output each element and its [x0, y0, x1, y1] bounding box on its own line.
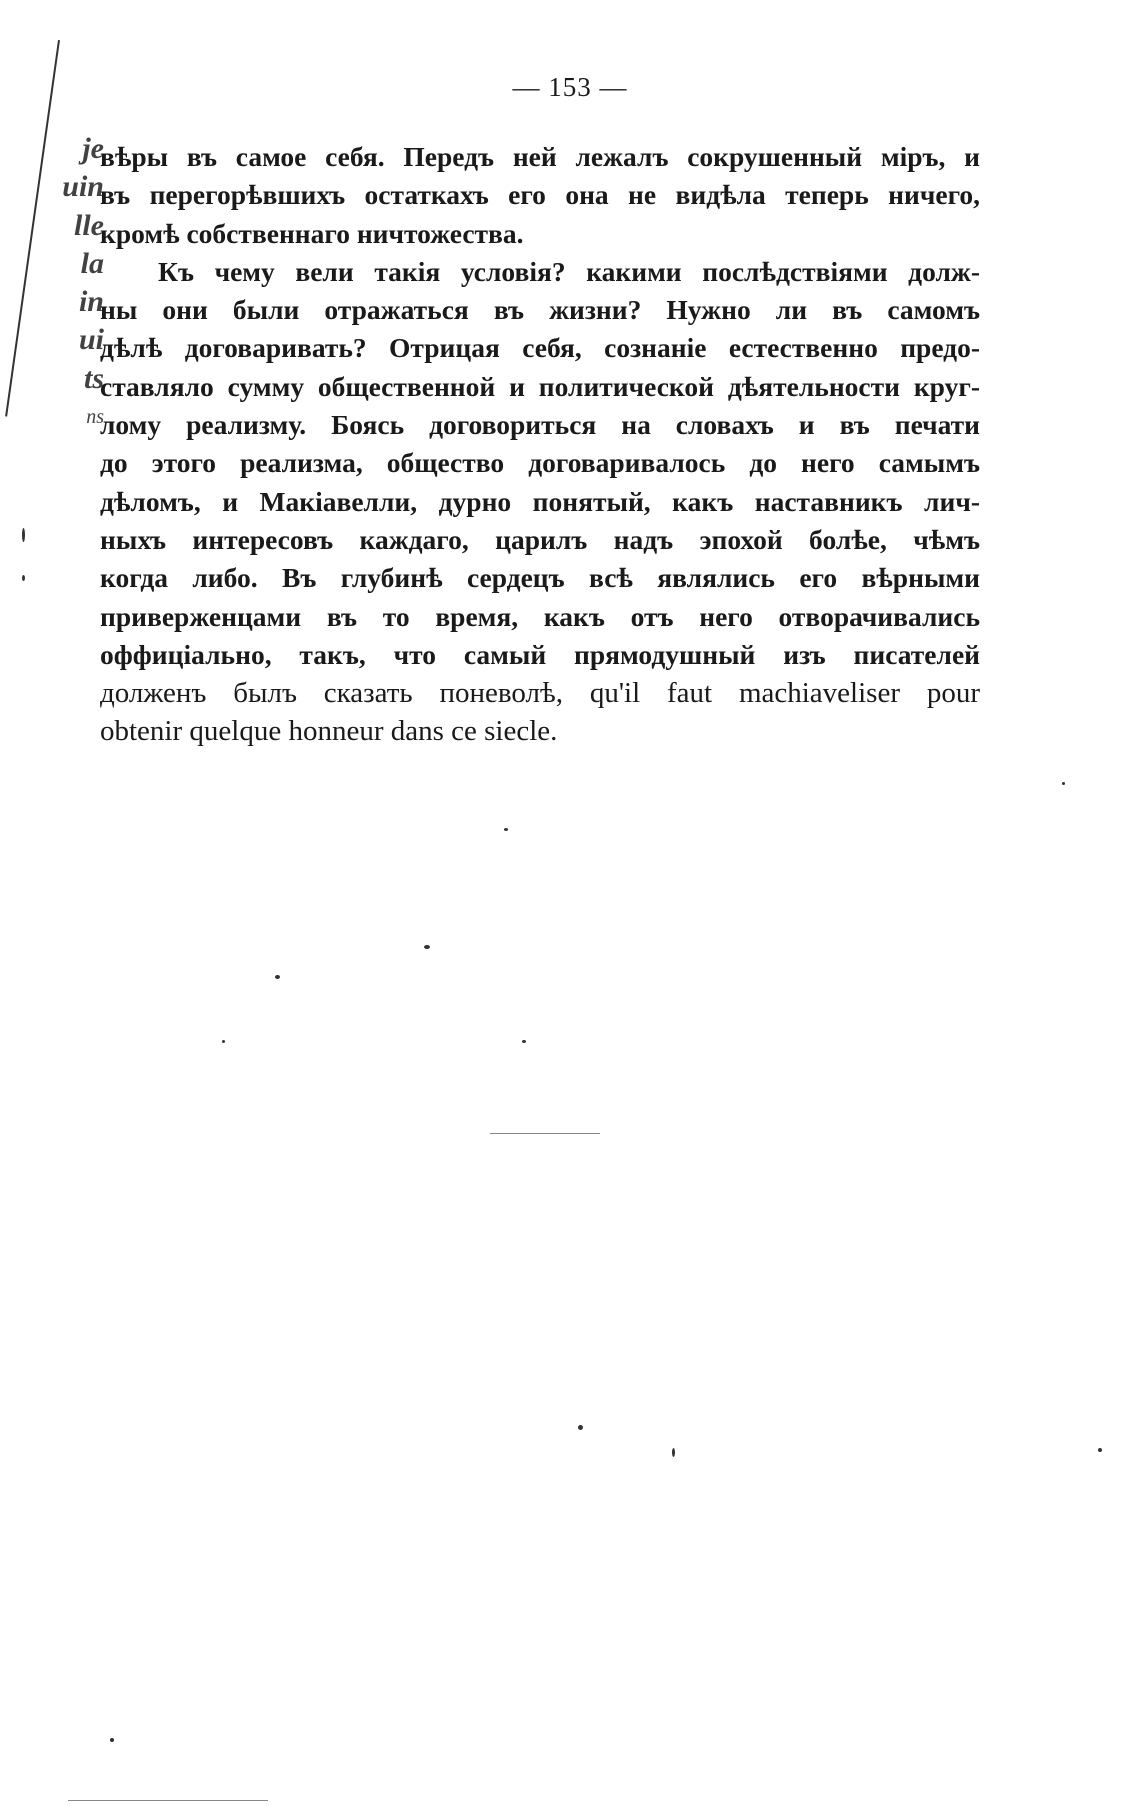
scan-speck: [504, 828, 508, 831]
bleed-fragment: ts: [83, 361, 104, 395]
bleed-fragment: lle: [74, 208, 104, 242]
scan-hairline: [68, 1800, 268, 1801]
scan-speck: [22, 528, 25, 542]
scan-speck: [1098, 1448, 1102, 1452]
text-line: лому реализму. Боясь договориться на словахъ и въ печати: [100, 409, 980, 441]
facing-page-bleed: [20, 130, 104, 436]
scan-speck: [222, 1040, 225, 1043]
bleed-fragment: ui: [78, 323, 104, 357]
text-line: приверженцами въ то время, какъ отъ него отворачивались: [100, 600, 980, 632]
body-text: [100, 138, 980, 751]
bleed-fragment: la: [80, 246, 104, 280]
text-line: ставляло сумму общественной и политической дѣятельности круг-: [100, 370, 980, 402]
scan-speck: [424, 945, 430, 949]
bleed-fragment: uin: [62, 170, 104, 204]
bleed-fragment: ns: [86, 406, 104, 429]
scan-speck: [1062, 782, 1065, 785]
scan-speck: [275, 975, 280, 979]
text-line: кромѣ собственнаго ничтожества.: [100, 217, 524, 249]
text-line: дѣломъ, и Макіавелли, дурно понятый, какъ наставникъ лич-: [100, 485, 980, 517]
text-line: ныхъ интересовъ каждаго, царилъ надъ эпохой болѣе, чѣмъ: [100, 523, 980, 555]
page-number: — 153 —: [512, 72, 628, 102]
text-line: obtenir quelque honneur dans ce siecle.: [100, 715, 558, 748]
scan-speck: [22, 575, 25, 581]
text-line: Къ чему вели такія условія? какими послѣдствіями долж-: [158, 255, 980, 287]
text-line: въ перегорѣвшихъ остаткахъ его она не видѣла теперь ничего,: [100, 179, 980, 211]
scan-hairline: [490, 1133, 600, 1134]
bleed-fragment: je: [82, 132, 104, 165]
scan-speck: [672, 1448, 675, 1457]
bleed-fragment: in: [78, 285, 104, 319]
text-line: до этого реализма, общество договаривалось до него самымъ: [100, 447, 980, 479]
scan-speck: [578, 1425, 583, 1430]
scan-speck: [110, 1738, 114, 1742]
text-line: оффиціально, такъ, что самый прямодушный изъ писателей: [100, 638, 980, 670]
text-line: ны они были отражаться въ жизни? Нужно ли въ самомъ: [100, 294, 980, 326]
text-line: долженъ былъ сказать поневолѣ, qu'il faut machiaveliser pour: [100, 677, 980, 710]
text-line: дѣлѣ договаривать? Отрицая себя, сознаніе естественно предо-: [100, 332, 980, 364]
text-line: когда либо. Въ глубинѣ сердецъ всѣ являлись его вѣрными: [100, 562, 980, 594]
text-line: вѣры въ самое себя. Передъ ней лежалъ сокрушенный міръ, и: [100, 141, 980, 172]
scan-speck: [522, 1040, 526, 1043]
